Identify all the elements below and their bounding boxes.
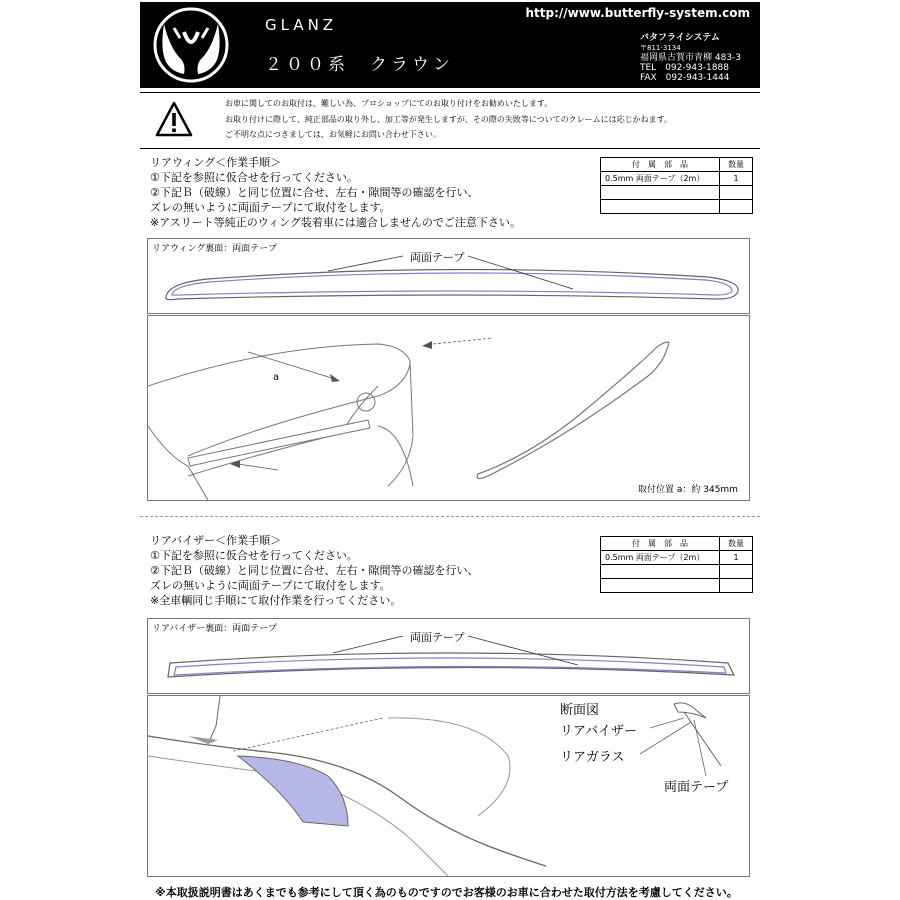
notice-line: お車に関してのお取付は、難しい為、プロショップにてのお取り付けをお勧めいたします。 — [225, 99, 553, 108]
butterfly-logo-icon — [140, 2, 242, 88]
notice-text — [225, 96, 672, 143]
top-divider — [140, 92, 760, 93]
parts-cell: 0.5mm 両面テープ（2m） — [601, 551, 720, 565]
qty-cell — [720, 200, 753, 214]
parts-header: 付 属 部 品 — [601, 158, 720, 172]
cross-section-drawing — [546, 696, 749, 876]
visor-back-drawing — [148, 619, 749, 693]
dimension-label: a — [273, 372, 280, 383]
qty-cell: 1 — [720, 551, 753, 565]
footer-note: ※本取扱説明書はあくまでも参考にして頂く為のものですのでお客様のお車に合わせた取付方法を考慮してください。 — [155, 886, 738, 899]
header-banner — [140, 2, 760, 88]
wing-back-drawing — [148, 239, 749, 313]
notice-line: ご不明な点につきましては、お気軽にお問い合わせ下さい。 — [225, 130, 441, 139]
visor-back-view — [147, 618, 750, 694]
qty-cell: 1 — [720, 172, 753, 186]
visor-procedure — [150, 533, 479, 608]
parts-cell — [601, 579, 720, 593]
visor-step: ズレの無いように両面テープにて取付をします。 — [150, 579, 391, 592]
website-link[interactable]: http://www.butterfly-system.com — [525, 6, 750, 20]
wing-back-label: リアウィング裏面：両面テープ — [152, 244, 277, 254]
visor-title: リアバイザー＜作業手順＞ — [150, 534, 282, 547]
parts-cell — [601, 200, 720, 214]
model-name: ２００系 クラウン — [265, 55, 454, 75]
wing-step: ①下記を参照に仮合せを行ってください。 — [150, 171, 358, 184]
wing-parts-table — [600, 157, 753, 214]
visor-tape-label: 両面テープ — [410, 631, 465, 644]
visor-step: ※全車輌同じ手順にて取付作業を行ってください。 — [150, 594, 402, 607]
qty-header: 数量 — [720, 158, 753, 172]
visor-back-label: リアバイザー裏面：両面テープ — [152, 624, 277, 634]
postal-code: 〒811-3134 — [640, 44, 681, 52]
company-info — [640, 33, 750, 83]
parts-cell — [601, 186, 720, 200]
notice-line: お取り付けに際して、純正部品の取り外し、加工等が発生しますが、その際の失敗等についてのクレームには応じかねます。 — [225, 114, 673, 124]
address: 福岡県古賀市青柳 483-3 — [640, 53, 742, 63]
brand-name: GLANZ — [265, 16, 338, 34]
section-divider — [140, 516, 760, 517]
section-glass-label: リアガラス — [560, 750, 625, 765]
qty-header: 数量 — [720, 537, 753, 551]
warning-icon — [155, 100, 193, 138]
section-title: 断面図 — [560, 703, 600, 718]
wing-back-view — [147, 238, 750, 314]
visor-install-view — [147, 695, 750, 877]
section-tape-label: 両面テープ — [664, 780, 729, 795]
notice-divider — [140, 148, 760, 149]
wing-step: ②下記Ｂ（破線）と同じ位置に合せ、左右・隙間等の確認を行い、 — [150, 186, 479, 199]
wing-step: ※アスリート等純正のウィング装着車には適合しませんのでご注意下さい。 — [150, 216, 521, 229]
phone: TEL 092-943-1888 — [640, 63, 729, 73]
wing-procedure — [150, 155, 521, 230]
wing-install-view — [147, 315, 750, 501]
parts-cell: 0.5mm 両面テープ（2m） — [601, 172, 720, 186]
qty-cell — [720, 565, 753, 579]
visor-parts-table — [600, 536, 753, 593]
qty-cell — [720, 579, 753, 593]
fax: FAX 092-943-1444 — [640, 73, 730, 83]
visor-step: ①下記を参照に仮合せを行ってください。 — [150, 549, 358, 562]
section-visor-label: リアバイザー — [560, 724, 637, 739]
visor-step: ②下記Ｂ（破線）と同じ位置に合せ、左右・隙間等の確認を行い、 — [150, 564, 479, 577]
wing-title: リアウィング＜作業手順＞ — [150, 156, 282, 169]
company-name: バタフライシステム — [640, 33, 720, 43]
car-rear-drawing — [148, 316, 749, 500]
qty-cell — [720, 186, 753, 200]
parts-cell — [601, 565, 720, 579]
wing-position-note: 取付位置 a：約 345mm — [638, 485, 738, 495]
cross-section-box — [546, 696, 749, 876]
parts-header: 付 属 部 品 — [601, 537, 720, 551]
wing-tape-label: 両面テープ — [410, 251, 465, 264]
wing-step: ズレの無いように両面テープにて取付をします。 — [150, 201, 391, 214]
